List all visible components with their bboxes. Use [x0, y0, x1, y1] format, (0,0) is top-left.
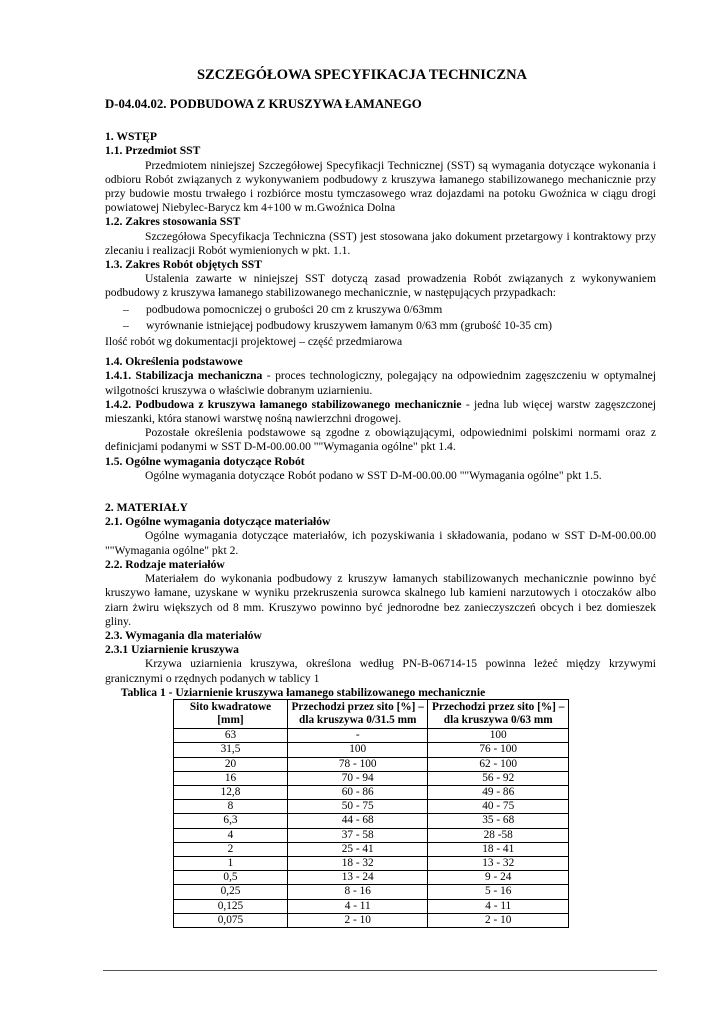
grading-table — [173, 699, 569, 928]
passing-0-31-5-cell: 4 - 11 — [287, 899, 428, 913]
passing-0-63-cell: 49 - 86 — [428, 785, 569, 799]
table-row — [174, 800, 569, 814]
passing-0-31-5-cell: 50 - 75 — [287, 800, 428, 814]
passing-0-63-cell: 9 - 24 — [428, 871, 569, 885]
sieve-size-cell: 0,075 — [174, 913, 288, 927]
passing-0-63-cell: 76 - 100 — [428, 743, 569, 757]
document-title: SZCZEGÓŁOWA SPECYFIKACJA TECHNICZNA — [196, 67, 528, 83]
scope-item-text: podbudowa pomocniczej o grubości 20 cm z kruszywa 0/63mm — [146, 302, 443, 316]
sieve-size-cell: 12,8 — [174, 785, 288, 799]
passing-0-63-cell: 40 - 75 — [428, 800, 569, 814]
passing-0-63-cell: 100 — [428, 729, 569, 743]
passing-0-31-5-cell: 13 - 24 — [287, 871, 428, 885]
passing-0-31-5-cell: 60 - 86 — [287, 785, 428, 799]
table-row — [174, 743, 569, 757]
section-1-2-heading: 1.2. Zakres stosowania SST — [105, 215, 241, 229]
section-1-2-text: Szczegółowa Specyfikacja Techniczna (SST) jest stosowana jako dokument przetargowy i kontraktowy przy zlecaniu i realizacji Robót wymienionych w pkt. 1.1. — [105, 229, 656, 257]
scope-list-item: – wyrównanie istniejącej podbudowy kruszywem łamanym 0/63 mm (grubość 10-35 cm) — [123, 318, 553, 332]
table-row — [174, 771, 569, 785]
passing-0-31-5-cell: 8 - 16 — [287, 885, 428, 899]
passing-0-31-5-cell: 25 - 41 — [287, 842, 428, 856]
passing-0-63-cell: 62 - 100 — [428, 757, 569, 771]
table-row — [174, 729, 569, 743]
sieve-size-cell: 4 — [174, 828, 288, 842]
sieve-size-cell: 63 — [174, 729, 288, 743]
sieve-size-cell: 6,3 — [174, 814, 288, 828]
table-row — [174, 828, 569, 842]
section-1-3-text: Ustalenia zawarte w niniejszej SST dotyczą zasad prowadzenia Robót związanych z wykonywaniem podbudowy z kruszywa łamanego stabilizowanego mechanicznie, w następujących przypadkach: — [105, 272, 656, 300]
sieve-size-cell: 0,125 — [174, 899, 288, 913]
section-1-3-heading: 1.3. Zakres Robót objętych SST — [105, 258, 262, 272]
sieve-size-cell: 0,25 — [174, 885, 288, 899]
passing-0-63-cell: 56 - 92 — [428, 771, 569, 785]
column-header-passing-0-31-5: Przechodzi przez sito [%] – dla kruszywa 0/31.5 mm — [287, 699, 428, 728]
column-header-sieve: Sito kwadratowe [mm] — [174, 699, 288, 728]
section-1-4-heading: 1.4. Określenia podstawowe — [105, 355, 243, 369]
table-row — [174, 814, 569, 828]
section-1-4-other-text: Pozostałe określenia podstawowe są zgodne z obowiązującymi, odpowiednimi polskimi normami oraz z definicjami podanymi w SST D-M-00.00.00 ""Wymagania ogólne" pkt 1.4. — [105, 426, 656, 454]
passing-0-31-5-cell: - — [287, 729, 428, 743]
section-2-2-text: Materiałem do wykonania podbudowy z kruszyw łamanych stabilizowanych mechanicznie powinno być kruszywo łamane, uzyskane w wyniku przekruszenia surowca skalnego lub kamieni narzutowych i otoczaków albo ziarn żwiru większych od 8 mm. Kruszywo powinno być jednorodne bez zanieczyszczeń obcych i bez domieszek gliny. — [105, 572, 656, 628]
definition-text: - jedna lub więcej warstw zagęszczonej mieszanki, która stanowi warstwę nośną nawierzchni drogowej. — [105, 397, 657, 426]
document-body — [105, 97, 656, 928]
table-caption: Tablica 1 - Uziarnienie kruszywa łamanego stabilizowanego mechanicznie — [120, 685, 486, 699]
table-row — [174, 899, 569, 913]
spec-subtitle: D-04.04.02. PODBUDOWA Z KRUSZYWA ŁAMANEGO — [105, 97, 422, 111]
sieve-size-cell: 31,5 — [174, 743, 288, 757]
passing-0-63-cell: 5 - 16 — [428, 885, 569, 899]
passing-0-31-5-cell: 78 - 100 — [287, 757, 428, 771]
section-2-1-text: Ogólne wymagania dotyczące materiałów, ich pozyskiwania i składowania, podano w SST D-M-00.00.00 ""Wymagania ogólne" pkt 2. — [105, 529, 656, 557]
scope-item-text: wyrównanie istniejącej podbudowy kruszywem łamanym 0/63 mm (grubość 10-35 cm) — [146, 318, 553, 332]
section-2-1-heading: 2.1. Ogólne wymagania dotyczące materiałów — [105, 515, 331, 529]
sieve-size-cell: 20 — [174, 757, 288, 771]
section-2-3-heading: 2.3. Wymagania dla materiałów — [105, 628, 262, 642]
sieve-size-cell: 2 — [174, 842, 288, 856]
footer-divider — [103, 970, 657, 971]
passing-0-31-5-cell: 18 - 32 — [287, 856, 428, 870]
passing-0-63-cell: 13 - 32 — [428, 856, 569, 870]
table-row — [174, 842, 569, 856]
passing-0-31-5-cell: 37 - 58 — [287, 828, 428, 842]
table-row — [174, 885, 569, 899]
section-2-2-heading: 2.2. Rodzaje materiałów — [105, 557, 225, 571]
passing-0-63-cell: 18 - 41 — [428, 842, 569, 856]
definition-text: - proces technologiczny, polegający na odpowiednim zagęszczeniu w optymalnej wilgotności kruszywa o właściwie dobranym uziarnieniu. — [105, 369, 656, 397]
passing-0-31-5-cell: 44 - 68 — [287, 814, 428, 828]
table-body — [174, 729, 569, 928]
section-2-3-1-text: Krzywa uziarnienia kruszywa, określona według PN-B-06714-15 powinna leżeć między krzywymi granicznymi o rzędnych podanych w tablicy 1 — [105, 657, 656, 685]
section-1-heading: 1. WSTĘP — [105, 130, 157, 144]
table-row — [174, 785, 569, 799]
sieve-size-cell: 0,5 — [174, 871, 288, 885]
sieve-size-cell: 1 — [174, 856, 288, 870]
definition-1-4-1 — [105, 369, 656, 397]
section-1-1-text: Przedmiotem niniejszej Szczegółowej Specyfikacji Technicznej (SST) są wymagania dotyczące wykonania i odbioru Robót związanych z wykonywaniem podbudowy z kruszywa łamanego stabilizowanego mechanicznie przy przy budowie mostu trwałego i rozbiórce mostu tymczasowego wraz dojazdami na potoku Gwoźnica w ciągu drogi powiatowej Niebylec-Barycz km 4+100 w m.Gwoźnica Dolna — [105, 158, 656, 215]
definition-term: 1.4.1. Stabilizacja mechaniczna — [105, 369, 263, 383]
table-header-row — [174, 699, 569, 728]
scope-list — [105, 303, 656, 333]
section-2-3-1-heading: 2.3.1 Uziarnienie kruszywa — [105, 643, 239, 657]
definition-1-4-2 — [105, 398, 656, 426]
section-1-5-heading: 1.5. Ogólne wymagania dotyczące Robót — [105, 454, 305, 468]
sieve-size-cell: 16 — [174, 771, 288, 785]
table-row — [174, 913, 569, 927]
passing-0-31-5-cell: 100 — [287, 743, 428, 757]
passing-0-63-cell: 2 - 10 — [428, 913, 569, 927]
column-header-passing-0-63: Przechodzi przez sito [%] – dla kruszywa 0/63 mm — [428, 699, 569, 728]
passing-0-31-5-cell: 2 - 10 — [287, 913, 428, 927]
passing-0-63-cell: 4 - 11 — [428, 899, 569, 913]
table-row — [174, 871, 569, 885]
sieve-size-cell: 8 — [174, 800, 288, 814]
quantity-note: Ilość robót wg dokumentacji projektowej – część przedmiarowa — [105, 335, 403, 349]
passing-0-31-5-cell: 70 - 94 — [287, 771, 428, 785]
definition-term: 1.4.2. Podbudowa z kruszywa łamanego stabilizowanego mechanicznie — [105, 397, 462, 411]
passing-0-63-cell: 28 -58 — [428, 828, 569, 842]
table-row — [174, 856, 569, 870]
section-1-5-text: Ogólne wymagania dotyczące Robót podano w SST D-M-00.00.00 ""Wymagania ogólne" pkt 1.5. — [145, 468, 602, 482]
table-row — [174, 757, 569, 771]
section-1-1-heading: 1.1. Przedmiot SST — [105, 144, 201, 158]
passing-0-63-cell: 35 - 68 — [428, 814, 569, 828]
section-2-heading: 2. MATERIAŁY — [105, 501, 188, 515]
scope-list-item: – podbudowa pomocniczej o grubości 20 cm z kruszywa 0/63mm — [123, 302, 443, 316]
